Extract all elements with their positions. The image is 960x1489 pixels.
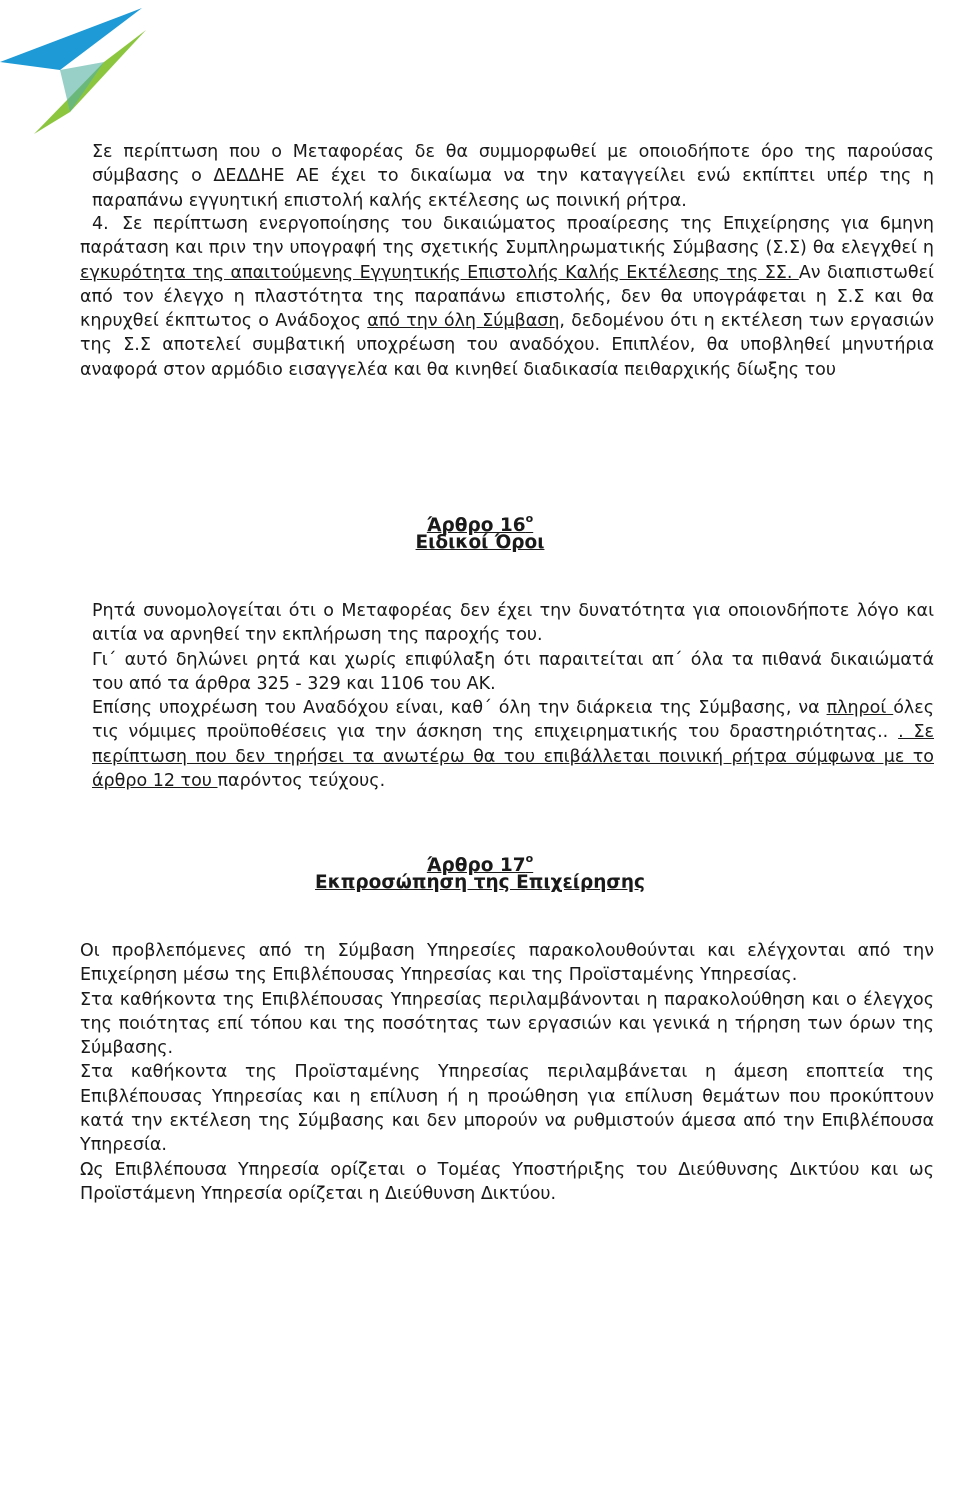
article-17-p1: Οι προβλεπόμενες από τη Σύμβαση Υπηρεσίες παρακολουθούνται και ελέγχονται από την Επιχείρηση μέσω της Επιβλέπουσας Υπηρεσίας και της Προϊσταμένης Υπηρεσίας. [80,941,934,986]
intro-paragraph: Σε περίπτωση που ο Μεταφορέας δε θα συμμορφωθεί με οποιοδήποτε όρο της παρούσας σύμβασης ο ΔΕΔΔΗΕ ΑΕ έχει το δικαίωμα να την καταγγείλει ενώ εκπίπτει υπέρ της η παραπάνω εγγυητική επιστολή καλής εκτέλεσης ως ποινική ρήτρα. [92,142,934,211]
item-4-paragraph: Σε περίπτωση ενεργοποίησης του δικαιώματος προαίρεσης της Επιχείρησης για 6μηνη παράταση και πριν την υπογραφή της σχετικής Συμπληρωματικής Σύμβασης (Σ.Σ) θα ελεγχθεί η εγκυρότητα της απαιτούμενης Εγγυητικής Επιστολής Καλής Εκτέλεσης της ΣΣ. Αν διαπιστωθεί από τον έλεγχο η πλαστότητα της παραπάνω επιστολής, δεν θα υπογράφεται η Σ.Σ και θα κηρυχθεί έκπτωτος ο Ανάδοχος από την όλη Σύμβαση, δεδομένου ότι η εκτέλεση των εργασιών της Σ.Σ αποτελεί συμβατική υποχρέωση του αναδόχου. Επιπλέον, θα υποβληθεί μηνυτήρια αναφορά στον αρμόδιο εισαγγελέα και θα κινηθεί διαδικασία πειθαρχικής δίωξης του [80,214,934,380]
company-logo [0,0,150,140]
article-16-p3: Επίσης υποχρέωση του Αναδόχου είναι, καθ΄ όλη την διάρκεια της Σύμβασης, να πληροί όλες τις νόμιμες προϋποθέσεις για την άσκηση της επιχειρηματικής του δραστηριότητας.. . Σε περίπτωση που δεν τηρήσει τα ανωτέρω θα του επιβάλλεται ποινική ρήτρα σύμφωνα με το άρθρο 12 του παρόντος τεύχους. [92,698,934,792]
item-number: 4. [92,214,109,234]
article-16-p2: Γι΄ αυτό δηλώνει ρητά και χωρίς επιφύλαξη ότι παραιτείται απ΄ όλα τα πιθανά δικαιώματά του από τα άρθρα 325 - 329 και 1106 του ΑΚ. [92,649,934,694]
article-17-p2: Στα καθήκοντα της Επιβλέπουσας Υπηρεσίας περιλαμβάνονται η παρακολούθηση και ο έλεγχος της ποιότητας επί τόπου και της ποσότητας των εργασιών και γενικά η τήρηση των όρων της Σύμβασης. [80,989,934,1059]
article-17-p3: Στα καθήκοντα της Προϊσταμένης Υπηρεσίας περιλαμβάνεται η άμεση εποπτεία της Επιβλέπουσας Υπηρεσίας και η επίλυση ή η προώθηση για επίλυση θεμάτων που προκύπτουν κατά την εκτέλεση της Σύμβασης και δεν μπορούν να ρυθμιστούν άμεσα από την Επιβλέπουσα Υπηρεσία. [80,1062,934,1156]
article-16-subtitle: Ειδικοί Όροι [415,532,545,553]
article-16-body [92,599,934,793]
article-16-title: Άρθρο $16^o$ [426,512,534,536]
article-17-p4: Ως Επιβλέπουσα Υπηρεσία ορίζεται ο Τομέας Υποστήριξης του Διεύθυνσης Δικτύου και ως Προϊστάμενη Υπηρεσία ορίζεται η Διεύθυνση Δικτύου. [80,1159,934,1204]
article-17-title: Άρθρο $17^o$ [426,852,534,876]
article-17-body [80,939,934,1206]
article-16-p1: Ρητά συνομολογείται ότι ο Μεταφορέας δεν έχει την δυνατότητα για οποιονδήποτε λόγο και αιτία να αρνηθεί την εκπλήρωση της παροχής του. [92,601,934,646]
article-17-subtitle: Εκπροσώπηση της Επιχείρησης [315,872,645,893]
